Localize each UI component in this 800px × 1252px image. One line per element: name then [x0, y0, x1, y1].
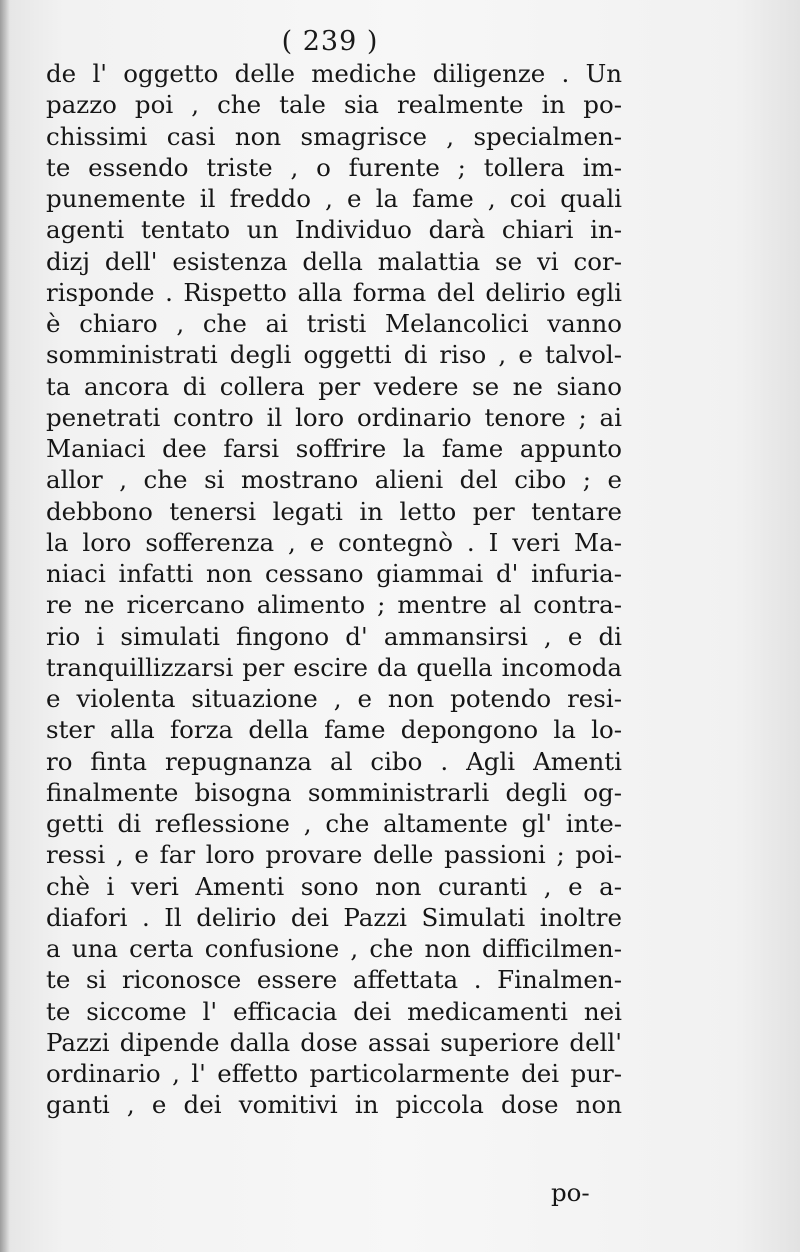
- page-gutter-shadow: [0, 0, 10, 1252]
- text-line: ganti , e dei vomitivi in piccola dose non: [46, 1090, 622, 1120]
- text-line: finalmente bisogna somministrarli degli og-: [46, 777, 622, 807]
- text-line: punemente il freddo , e la fame , coi quali: [46, 184, 622, 213]
- text-line: chè i veri Amenti sono non curanti , e a-: [46, 871, 622, 901]
- text-line: te si riconosce essere affettata . Finalmen-: [46, 965, 622, 995]
- text-line: ro finta repugnanza al cibo . Agli Amenti: [46, 746, 622, 776]
- text-line: ster alla forza della fame depongono la lo-: [46, 715, 622, 745]
- text-line: allor , che si mostrano alieni del cibo ; e: [46, 465, 622, 495]
- text-line: de l' oggetto delle mediche diligenze . Un: [46, 59, 622, 88]
- text-line: penetrati contro il loro ordinario tenore ; ai: [46, 402, 622, 432]
- text-line: ressi , e far loro provare delle passioni ; poi-: [46, 840, 622, 870]
- text-line: è chiaro , che ai tristi Melancolici vanno: [46, 309, 622, 338]
- text-line: dizj dell' esistenza della malattia se vi cor-: [46, 246, 622, 276]
- text-line: risponde . Rispetto alla forma del delirio egli: [46, 277, 622, 307]
- text-line: te essendo triste , o furente ; tollera im-: [46, 152, 622, 182]
- text-line: e violenta situazione , e non potendo resi-: [46, 684, 622, 713]
- text-line: agenti tentato un Individuo darà chiari in-: [46, 215, 622, 245]
- text-line: chissimi casi non smagrisce , specialmen-: [46, 121, 622, 151]
- text-line: Maniaci dee farsi soffrire la fame appunto: [46, 434, 622, 463]
- text-line: ta ancora di collera per vedere se ne siano: [46, 371, 622, 401]
- text-line: tranquillizzarsi per escire da quella incomoda: [46, 652, 622, 682]
- text-line: te siccome l' efficacia dei medicamenti nei: [46, 996, 622, 1026]
- catchword: po-: [551, 1178, 590, 1207]
- text-line: a una certa confusione , che non difficilmen-: [46, 934, 622, 963]
- text-line: debbono tenersi legati in letto per tentare: [46, 496, 622, 526]
- text-line: niaci infatti non cessano giammai d' infuria-: [46, 559, 622, 588]
- text-line: pazzo poi , che tale sia realmente in po-: [46, 90, 622, 120]
- page-number: ( 239 ): [281, 26, 379, 57]
- text-line: ordinario , l' effetto particolarmente dei pur-: [46, 1059, 622, 1088]
- text-line: rio i simulati fingono d' ammansirsi , e di: [46, 621, 622, 651]
- text-line: getti di reflessione , che altamente gl' inte-: [46, 809, 622, 838]
- text-line: Pazzi dipende dalla dose assai superiore dell': [46, 1027, 622, 1057]
- text-line: re ne ricercano alimento ; mentre al contra-: [46, 590, 622, 620]
- text-line: somministrati degli oggetti di riso , e talvol-: [46, 340, 622, 370]
- text-line: diafori . Il delirio dei Pazzi Simulati inoltre: [46, 902, 622, 932]
- text-line: la loro sofferenza , e contegnò . I veri Ma-: [46, 527, 622, 557]
- page-text-body: [46, 58, 622, 1121]
